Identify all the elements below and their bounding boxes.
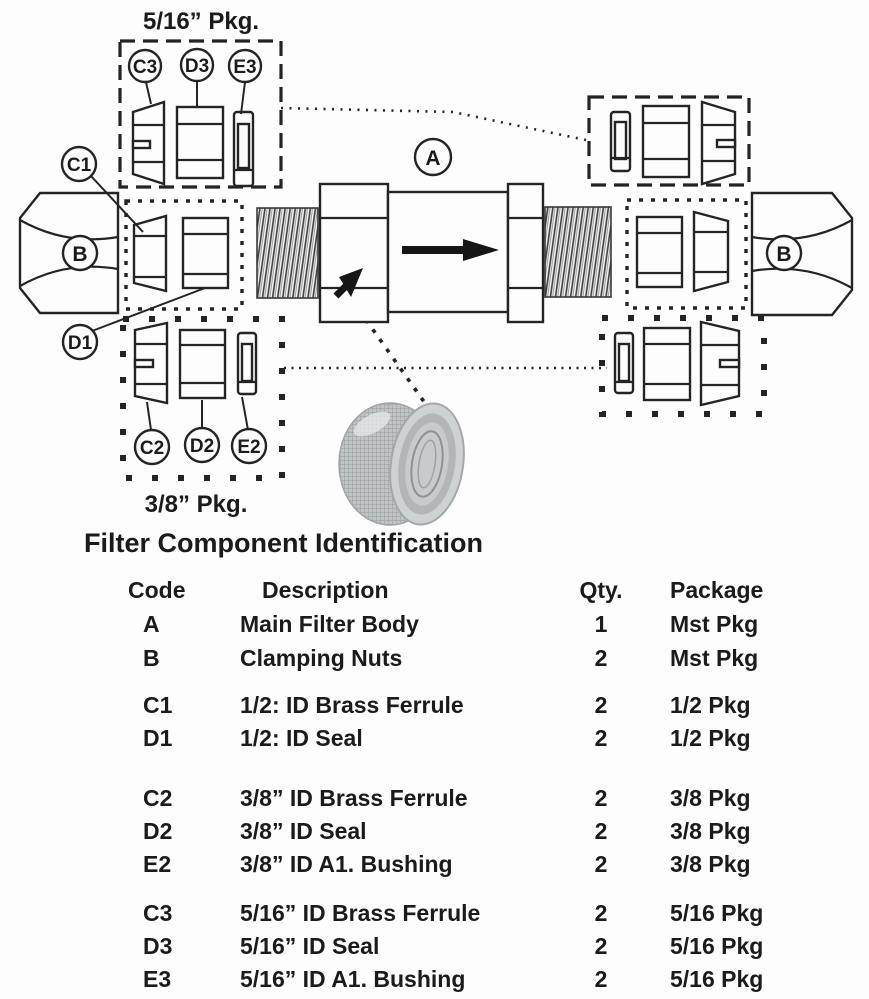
cell-code: E3: [143, 966, 172, 992]
cell-description: 1/2: ID Seal: [240, 725, 363, 751]
callout-e2: [232, 429, 266, 463]
cell-qty: 1: [594, 611, 608, 637]
cell-code: D3: [143, 933, 173, 959]
cell-package: 1/2 Pkg: [670, 725, 751, 751]
cell-code: A: [143, 611, 160, 637]
cell-description: 5/16” ID A1. Bushing: [240, 966, 466, 992]
table-title: Filter Component Identification: [84, 528, 483, 558]
cell-code: C2: [143, 785, 173, 811]
callout-d2-label: D2: [189, 436, 215, 457]
cell-description: 5/16” ID Brass Ferrule: [240, 900, 481, 926]
cell-package: 5/16 Pkg: [670, 933, 764, 959]
cell-package: 5/16 Pkg: [670, 900, 764, 926]
callout-e2-label: E2: [237, 437, 261, 458]
callout-d3-label: D3: [184, 56, 210, 77]
cell-qty: 2: [594, 692, 608, 718]
callout-d3: [181, 49, 213, 81]
cell-package: 5/16 Pkg: [670, 966, 764, 992]
cell-package: 3/8 Pkg: [670, 818, 751, 844]
ferrule-right-bottom: [701, 322, 739, 405]
callout-b-right: [767, 236, 801, 270]
seal-right-bottom: [644, 328, 690, 400]
callout-b-left: [63, 236, 97, 270]
pkg-3-8-label: 3/8” Pkg.: [144, 491, 248, 518]
ferrule-right-top: [702, 102, 735, 184]
table-header-row: [0, 577, 869, 603]
cell-code: E2: [143, 851, 172, 877]
callout-b-left-label: B: [72, 243, 88, 266]
callout-d1-label: D1: [67, 333, 93, 354]
cell-package: Mst Pkg: [670, 611, 759, 637]
callout-c1-label: C1: [66, 155, 92, 176]
cell-qty: 2: [594, 851, 608, 877]
cell-qty: 2: [594, 645, 608, 671]
cell-code: C1: [143, 692, 173, 718]
table-row: [0, 785, 869, 811]
table-row: [0, 851, 869, 877]
pkg-5-16-label: 5/16” Pkg.: [142, 8, 260, 35]
callout-c3-label: C3: [132, 57, 158, 78]
table-row: [0, 900, 869, 926]
callout-e3-label: E3: [233, 57, 257, 78]
ferrule-right-mid: [694, 212, 728, 291]
cell-qty: 2: [594, 785, 608, 811]
table-row: [0, 933, 869, 959]
callout-c2-label: C2: [139, 438, 165, 459]
cell-description: 3/8” ID Seal: [240, 818, 367, 844]
header-package: Package: [670, 577, 764, 603]
callout-c2: [135, 430, 169, 464]
cell-qty: 2: [594, 966, 608, 992]
table-row: [0, 725, 869, 751]
cell-code: C3: [143, 900, 173, 926]
seal-d3: [177, 107, 223, 178]
cell-description: 3/8” ID Brass Ferrule: [240, 785, 468, 811]
cell-qty: 2: [594, 900, 608, 926]
seal-d1: [183, 218, 228, 288]
cell-description: 5/16” ID Seal: [240, 933, 380, 959]
threads-left: [257, 208, 318, 298]
callout-c1: [62, 147, 96, 181]
header-qty: Qty.: [579, 577, 623, 603]
header-description: Description: [262, 577, 389, 603]
cell-package: 1/2 Pkg: [670, 692, 751, 718]
cell-qty: 2: [594, 818, 608, 844]
cell-description: 1/2: ID Brass Ferrule: [240, 692, 464, 718]
seal-d2: [180, 330, 225, 398]
bushing-e3: [234, 112, 253, 186]
cell-description: Clamping Nuts: [240, 645, 403, 671]
body-hex-left: [320, 184, 388, 322]
cell-package: Mst Pkg: [670, 645, 759, 671]
table-row: [0, 818, 869, 844]
callout-a-label: A: [425, 147, 441, 170]
bushing-e2: [238, 333, 256, 394]
seal-right-mid: [637, 217, 682, 287]
seal-right-top: [643, 106, 689, 177]
table-row: [0, 692, 869, 718]
callout-b-right-label: B: [776, 243, 792, 266]
strainer-photo: [339, 398, 472, 530]
cell-description: Main Filter Body: [240, 611, 419, 637]
cell-code: D1: [143, 725, 173, 751]
cell-code: D2: [143, 818, 173, 844]
header-code: Code: [128, 577, 186, 603]
bushing-right-bottom: [615, 333, 633, 393]
cell-package: 3/8 Pkg: [670, 851, 751, 877]
callout-a: [415, 139, 451, 175]
ferrule-c3: [133, 102, 164, 184]
callout-e3: [229, 50, 261, 82]
callout-d2: [185, 428, 219, 462]
connector-top-dotted-line: [281, 108, 586, 140]
body-hex-right: [508, 184, 543, 322]
table-row: [0, 611, 869, 637]
threads-right: [545, 207, 611, 297]
main-filter-body: [257, 184, 611, 322]
cell-code: B: [143, 645, 160, 671]
bushing-right-top: [611, 112, 630, 171]
ferrule-c2: [135, 323, 167, 403]
cell-package: 3/8 Pkg: [670, 785, 751, 811]
cell-qty: 2: [594, 933, 608, 959]
table-row: [0, 966, 869, 992]
callout-c3: [129, 50, 161, 82]
table-row: [0, 645, 869, 671]
cell-qty: 2: [594, 725, 608, 751]
callout-d1: [63, 325, 97, 359]
cell-description: 3/8” ID A1. Bushing: [240, 851, 453, 877]
